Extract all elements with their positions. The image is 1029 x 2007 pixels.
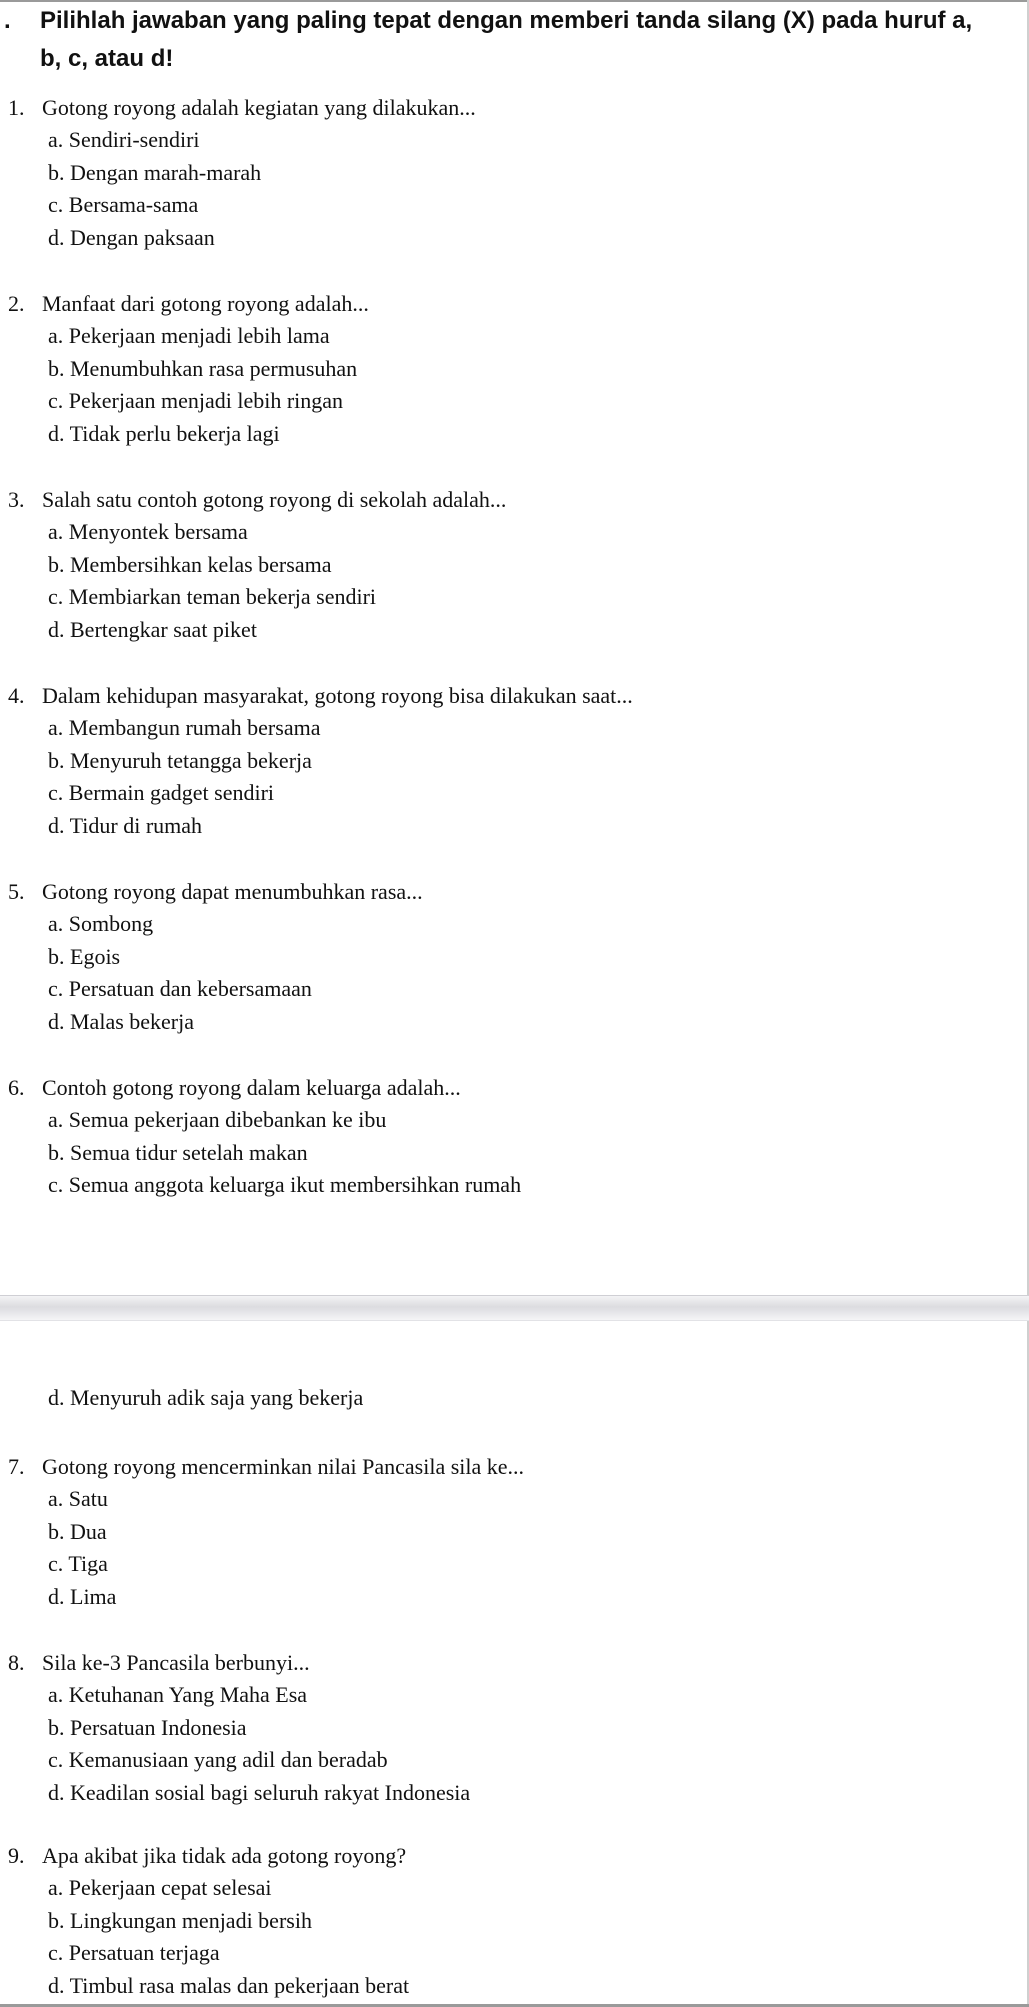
option-a[interactable]: a. Sendiri-sendiri [48,127,200,152]
option-a[interactable]: a. Menyontek bersama [48,519,248,544]
question-number: 3. [8,487,25,512]
option-b[interactable]: b. Egois [48,943,121,969]
option-b[interactable]: b. Membersihkan kelas bersama [48,551,332,577]
option-c[interactable]: c. Bermain gadget sendiri [48,780,275,806]
option-a[interactable]: a. Satu [48,1486,108,1511]
question-number: 9. [8,1843,25,1868]
option-c[interactable]: c. Semua anggota keluarga ikut membersihkan rumah [48,1172,522,1198]
question-stem: Sila ke-3 Pancasila berbunyi... [42,1650,310,1675]
question-8 [0,1647,1000,1810]
question-stem: Gotong royong dapat menumbuhkan rasa... [42,879,423,904]
question-stem: Contoh gotong royong dalam keluarga adalah... [42,1075,461,1100]
question-stem: Manfaat dari gotong royong adalah... [42,291,369,316]
option-c[interactable]: c. Kemanusiaan yang adil dan beradab [48,1747,388,1773]
option-c[interactable]: c. Bersama-sama [48,192,199,218]
question-stem: Apa akibat jika tidak ada gotong royong? [42,1843,407,1868]
option-d[interactable]: d. Tidur di rumah [48,813,203,839]
option-c[interactable]: c. Tiga [48,1551,108,1577]
option-a[interactable]: a. Membangun rumah bersama [48,715,321,740]
question-9 [0,1840,1000,2003]
option-a[interactable]: a. Pekerjaan menjadi lebih lama [48,323,330,348]
page-break-divider [0,1295,1029,1321]
question-6 [0,1072,1000,1202]
option-d[interactable]: d. Malas bekerja [48,1009,194,1035]
question-number: 6. [8,1075,25,1100]
question-number: 8. [8,1650,25,1675]
option-a[interactable]: a. Pekerjaan cepat selesai [48,1875,272,1900]
option-b[interactable]: b. Dua [48,1518,107,1544]
question-5 [0,876,1000,1039]
question-number: 2. [8,291,25,316]
option-b[interactable]: b. Semua tidur setelah makan [48,1139,308,1165]
question-stem: Gotong royong adalah kegiatan yang dilakukan... [42,95,476,120]
instruction-line-2: b, c, atau d! [40,45,174,72]
question-stem: Salah satu contoh gotong royong di sekolah adalah... [42,487,507,512]
question-number: 5. [8,879,25,904]
option-b[interactable]: b. Menumbuhkan rasa permusuhan [48,355,358,381]
question-6-continued [0,1382,1000,1415]
option-d[interactable]: d. Dengan paksaan [48,225,215,251]
question-7 [0,1451,1000,1614]
option-d[interactable]: d. Menyuruh adik saja yang bekerja [48,1385,364,1410]
option-d[interactable]: d. Bertengkar saat piket [48,617,257,643]
question-4 [0,680,1000,843]
question-number: 7. [8,1454,25,1479]
option-b[interactable]: b. Dengan marah-marah [48,159,262,185]
option-a[interactable]: a. Ketuhanan Yang Maha Esa [48,1682,308,1707]
option-d[interactable]: d. Keadilan sosial bagi seluruh rakyat Indonesia [48,1780,471,1806]
question-stem: Dalam kehidupan masyarakat, gotong royong bisa dilakukan saat... [42,683,633,708]
option-c[interactable]: c. Persatuan dan kebersamaan [48,976,312,1002]
option-a[interactable]: a. Semua pekerjaan dibebankan ke ibu [48,1107,387,1132]
option-c[interactable]: c. Pekerjaan menjadi lebih ringan [48,388,344,414]
option-c[interactable]: c. Persatuan terjaga [48,1940,220,1966]
question-3 [0,484,1000,647]
option-d[interactable]: d. Timbul rasa malas dan pekerjaan berat [48,1973,410,1999]
option-b[interactable]: b. Menyuruh tetangga bekerja [48,747,312,773]
instruction-line-1: Pilihlah jawaban yang paling tepat dengan memberi tanda silang (X) pada huruf a, [40,7,973,34]
instruction-heading [0,2,1010,78]
option-b[interactable]: b. Persatuan Indonesia [48,1714,247,1740]
option-c[interactable]: c. Membiarkan teman bekerja sendiri [48,584,377,610]
option-b[interactable]: b. Lingkungan menjadi bersih [48,1907,312,1933]
question-number: 1. [8,95,25,120]
option-d[interactable]: d. Lima [48,1584,117,1610]
question-number: 4. [8,683,25,708]
option-d[interactable]: d. Tidak perlu bekerja lagi [48,421,280,447]
instruction-bullet: . [4,7,11,34]
question-2 [0,288,1000,451]
question-1 [0,92,1000,255]
option-a[interactable]: a. Sombong [48,911,154,936]
question-stem: Gotong royong mencerminkan nilai Pancasila sila ke... [42,1454,525,1479]
